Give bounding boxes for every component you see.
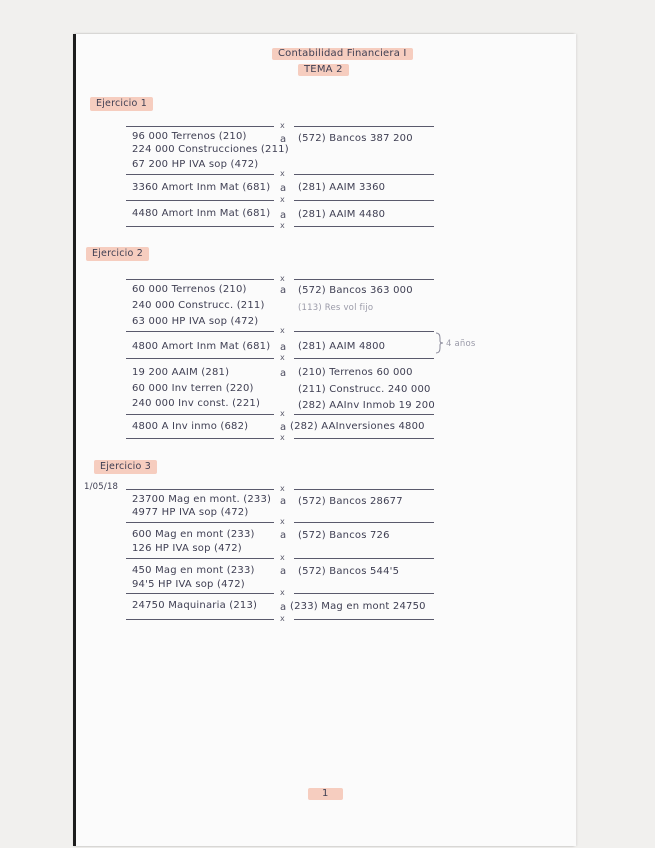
debit-line: 23700 Mag en mont. (233) [132,494,272,505]
brace-icon [434,332,444,354]
credit-line: (572) Bancos 544'5 [298,566,400,577]
credit-line: (572) Bancos 387 200 [298,133,413,144]
journal-rule [294,200,434,201]
journal-rule [126,414,274,415]
a-connector: a [280,602,287,613]
debit-line: 240 000 Construcc. (211) [132,300,265,311]
debit-line: 3360 Amort Inm Mat (681) [132,182,271,193]
x-mark: x [280,353,285,362]
credit-line: (281) AAIM 3360 [298,182,386,193]
ejercicio-2-title: Ejercicio 2 [86,247,149,261]
journal-rule [294,414,434,415]
a-connector: a [280,134,287,145]
journal-rule [126,174,274,175]
credit-line: (572) Bancos 363 000 [298,285,413,296]
entry-date: 1/05/18 [84,482,119,492]
journal-rule [126,489,274,490]
credit-line: (211) Construcc. 240 000 [298,384,431,395]
journal-rule [294,126,434,127]
a-connector: a [280,368,287,379]
debit-line: 224 000 Construcciones (211) [132,144,289,155]
credit-line: (281) AAIM 4800 [298,341,386,352]
journal-rule [294,619,434,620]
a-connector: a [280,496,287,507]
x-mark: x [280,517,285,526]
journal-rule [294,489,434,490]
journal-rule [294,226,434,227]
a-connector: a [280,530,287,541]
debit-line: 450 Mag en mont (233) [132,565,255,576]
x-mark: x [280,614,285,623]
credit-line: (113) Res vol fijo [298,303,374,313]
x-mark: x [280,274,285,283]
journal-rule [126,593,274,594]
journal-rule [294,438,434,439]
a-connector: a [280,342,287,353]
x-mark: x [280,221,285,230]
x-mark: x [280,326,285,335]
debit-line: 60 000 Inv terren (220) [132,383,254,394]
journal-rule [126,226,274,227]
x-mark: x [280,121,285,130]
journal-rule [126,522,274,523]
debit-line: 24750 Maquinaria (213) [132,600,258,611]
debit-line: 240 000 Inv const. (221) [132,398,261,409]
x-mark: x [280,553,285,562]
journal-rule [294,558,434,559]
debit-line: 4480 Amort Inm Mat (681) [132,208,271,219]
debit-line: 4977 HP IVA sop (472) [132,507,249,518]
debit-line: 600 Mag en mont (233) [132,529,255,540]
a-connector: a [280,422,287,433]
debit-line: 19 200 AAIM (281) [132,367,230,378]
credit-line: (233) Mag en mont 24750 [290,601,426,612]
ejercicio-3-title: Ejercicio 3 [94,460,157,474]
debit-line: 96 000 Terrenos (210) [132,131,247,142]
page-number: 1 [308,788,343,800]
x-mark: x [280,169,285,178]
journal-rule [294,279,434,280]
journal-rule [294,522,434,523]
credit-line: (281) AAIM 4480 [298,209,386,220]
debit-line: 60 000 Terrenos (210) [132,284,247,295]
journal-rule [126,331,274,332]
credit-line: (282) AAInv Inmob 19 200 [298,400,435,411]
ejercicio-1-title: Ejercicio 1 [90,97,153,111]
x-mark: x [280,484,285,493]
journal-rule [126,279,274,280]
credit-line: (572) Bancos 28677 [298,496,403,507]
debit-line: 4800 Amort Inm Mat (681) [132,341,271,352]
journal-rule [126,558,274,559]
a-connector: a [280,285,287,296]
a-connector: a [280,210,287,221]
x-mark: x [280,195,285,204]
journal-rule [126,619,274,620]
x-mark: x [280,588,285,597]
journal-rule [294,358,434,359]
a-connector: a [280,183,287,194]
x-mark: x [280,409,285,418]
journal-rule [126,126,274,127]
debit-line: 126 HP IVA sop (472) [132,543,242,554]
journal-rule [294,593,434,594]
credit-line: (282) AAInversiones 4800 [290,421,425,432]
credit-line: (210) Terrenos 60 000 [298,367,413,378]
debit-line: 67 200 HP IVA sop (472) [132,159,259,170]
debit-line: 63 000 HP IVA sop (472) [132,316,259,327]
page-title: Contabilidad Financiera I [272,48,413,60]
page-subtitle: TEMA 2 [298,64,349,76]
x-mark: x [280,433,285,442]
journal-rule [126,358,274,359]
a-connector: a [280,566,287,577]
debit-line: 4800 A Inv inmo (682) [132,421,249,432]
useful-life-note: 4 años [446,339,476,349]
notebook-page [76,34,576,846]
debit-line: 94'5 HP IVA sop (472) [132,579,245,590]
journal-rule [126,438,274,439]
journal-rule [126,200,274,201]
journal-rule [294,174,434,175]
credit-line: (572) Bancos 726 [298,530,390,541]
journal-rule [294,331,434,332]
